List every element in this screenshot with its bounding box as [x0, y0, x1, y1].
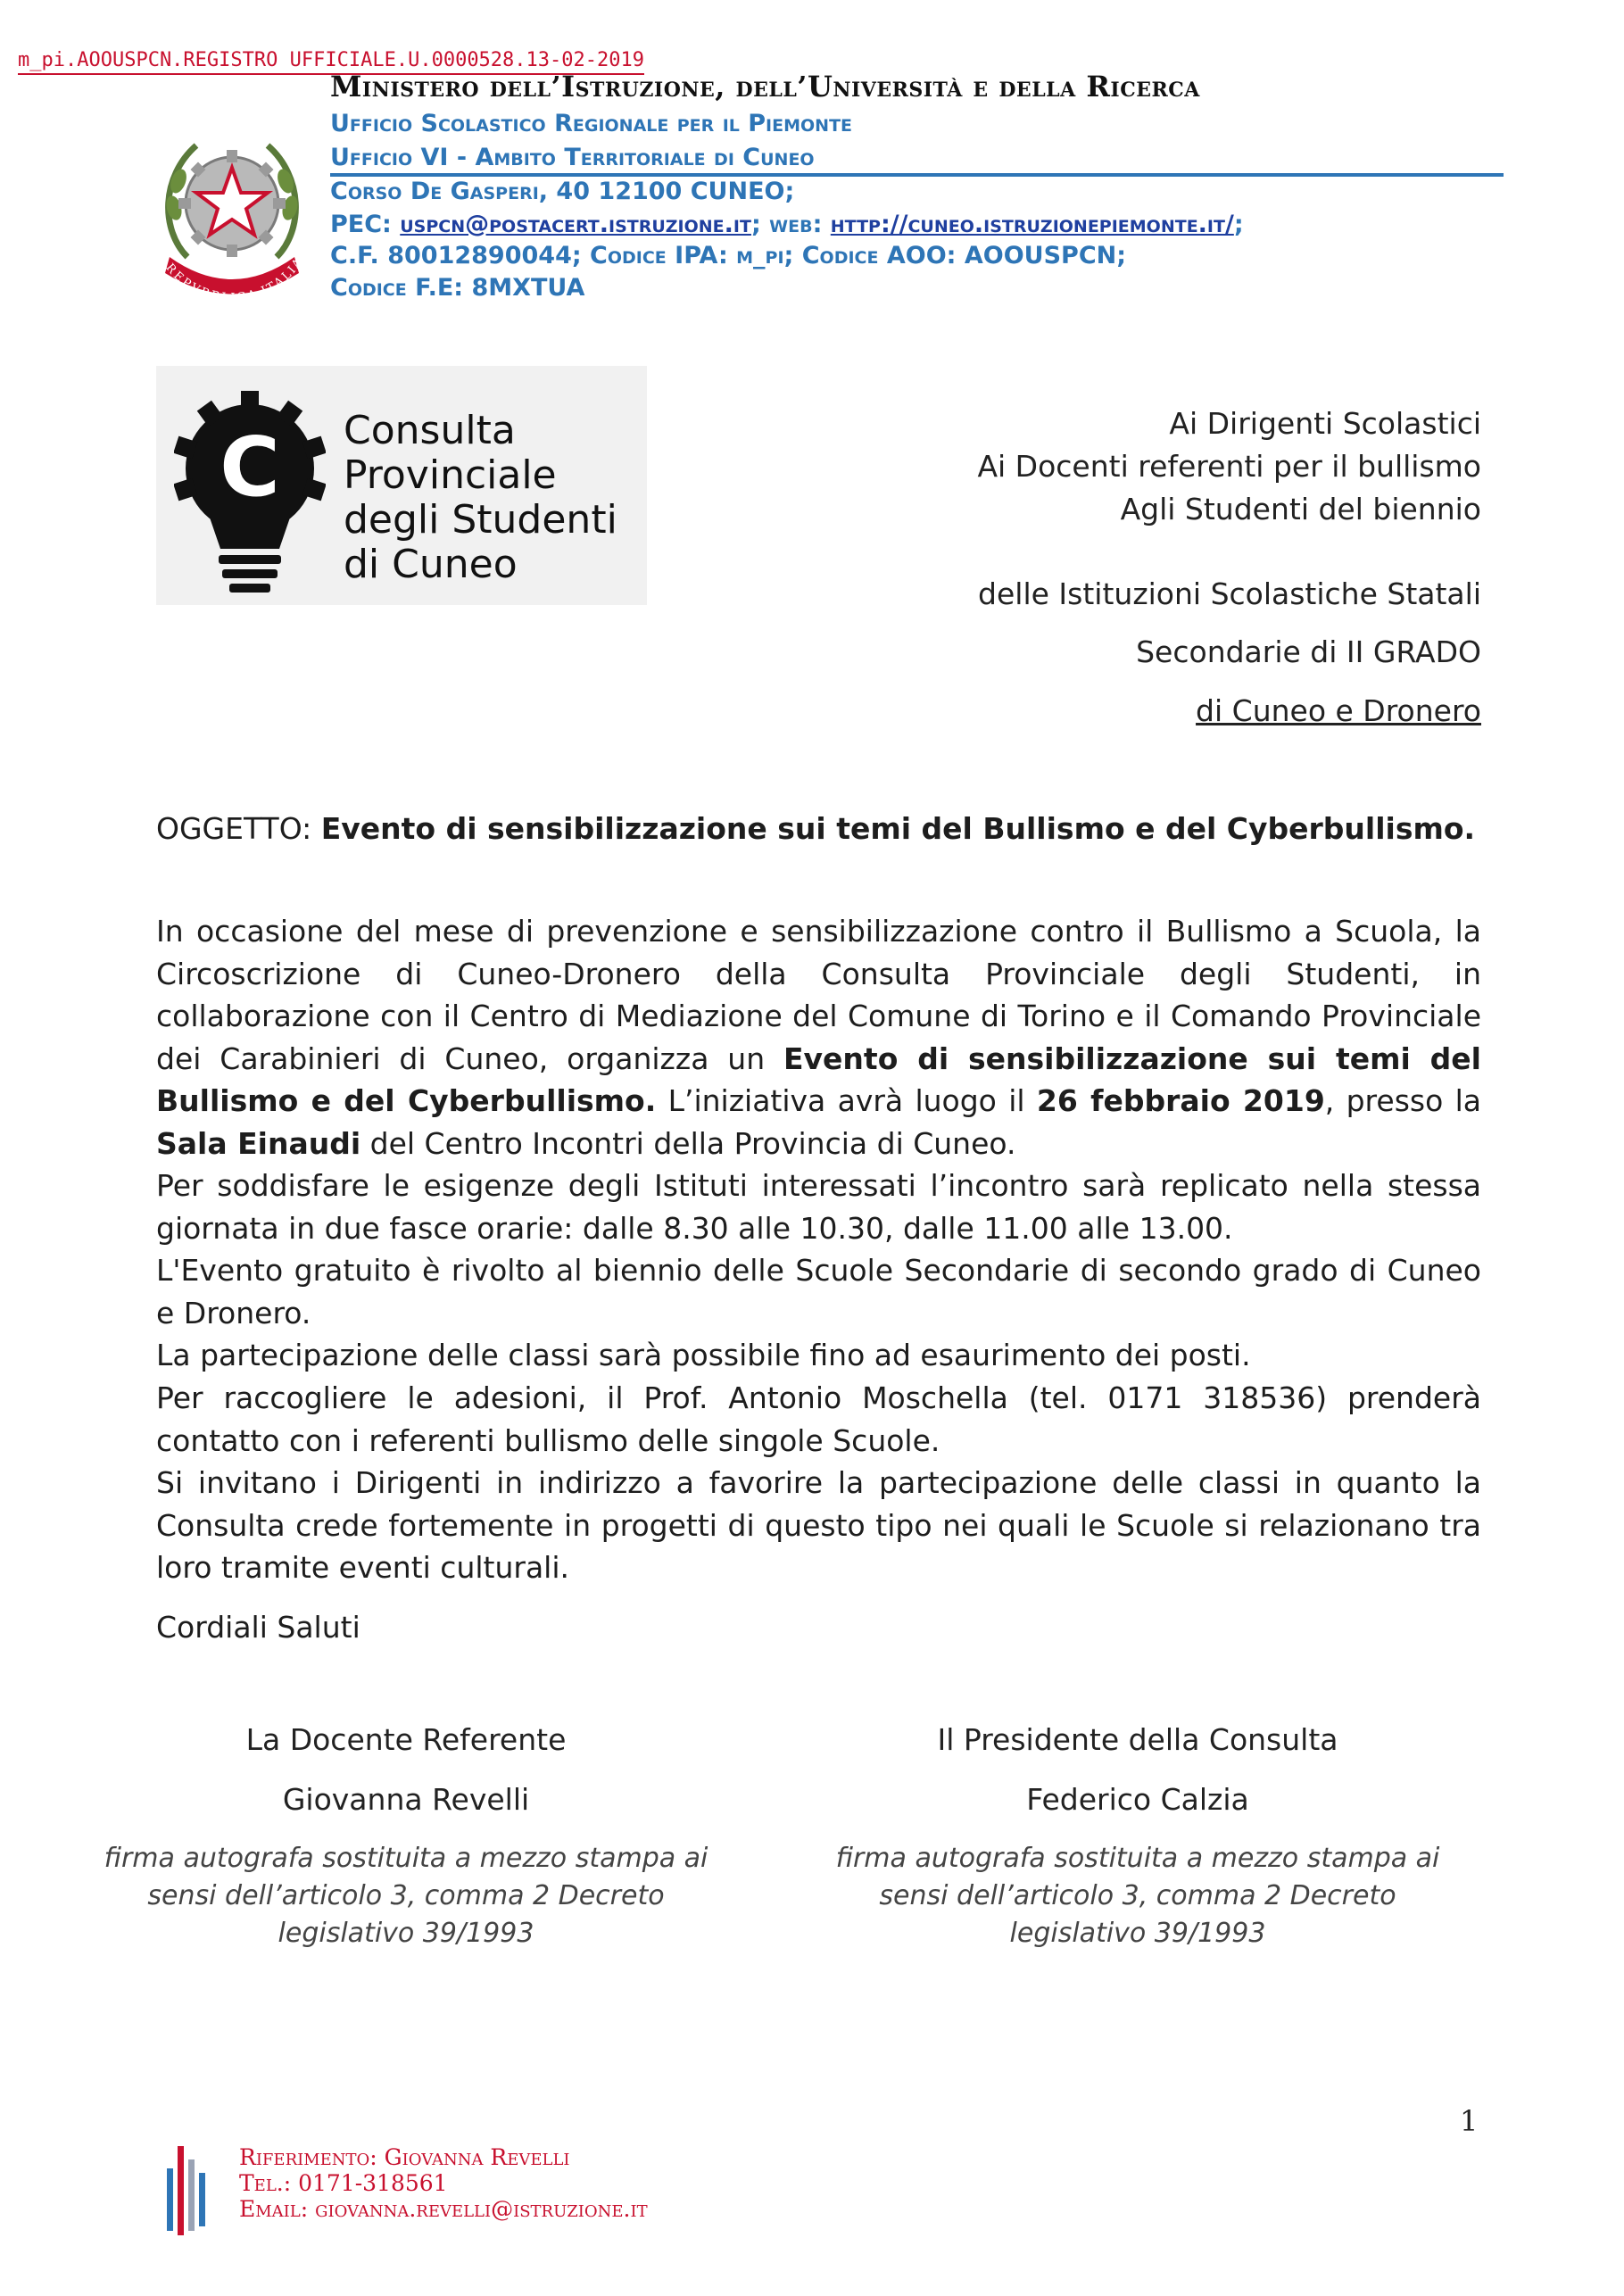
addressee-line: di Cuneo e Dronero	[1196, 693, 1481, 728]
footer-phone: Tel.: 0171-318561	[239, 2170, 448, 2196]
pec-link[interactable]: uspcn@postacert.istruzione.it	[400, 211, 751, 238]
footer-reference: Riferimento: Giovanna Revelli	[239, 2144, 570, 2170]
subject-label: OGGETTO:	[156, 811, 321, 846]
body-paragraph: La partecipazione delle classi sarà possibile fino ad esaurimento dei posti.	[156, 1338, 1251, 1372]
addressee-line: Ai Docenti referenti per il bullismo	[977, 449, 1481, 484]
right-signature-note: firma autografa sostituita a mezzo stampa ai sensi dell’articolo 3, comma 2 Decreto legislativo 39/1993	[835, 1843, 1440, 1949]
consulta-logo	[156, 366, 647, 605]
body-text: L’iniziativa avrà luogo il	[656, 1083, 1037, 1118]
office-address: Corso De Gasperi, 40 12100 CUNEO;	[330, 178, 795, 205]
left-signatory-role: La Docente Referente	[245, 1722, 567, 1757]
body-paragraph: Si invitano i Dirigenti in indirizzo a favorire la partecipazione delle classi in quanto la Consulta crede fortemente in progetti di questo tipo nei quali le Scuole si relazionano tra loro tramite eventi culturali.	[156, 1465, 1481, 1585]
body-bold: Evento di sensibilizzazione sui temi del Bullismo e del Cyberbullismo.	[156, 1040, 1481, 1118]
logo-letter: C	[220, 419, 280, 515]
right-signatory-role: Il Presidente della Consulta	[937, 1722, 1338, 1757]
body-text: In occasione del mese di prevenzione e sensibilizzazione contro il Bullismo a Scuola, la Circoscrizione di Cuneo-Dronero della Consulta Provinciale degli Studenti, in collaborazione con il Centro di Mediazione del Comune di Torino e il Comando Provinciale dei Carabinieri di Cuneo, organizza un	[156, 914, 1481, 1076]
body-paragraph	[156, 910, 1481, 1165]
body-paragraph: Per raccogliere le adesioni, il Prof. Antonio Moschella (tel. 0171 318536) prenderà contatto con i referenti bullismo delle singole Scuole.	[156, 1380, 1481, 1458]
emblem-icon	[152, 123, 312, 302]
ministry-title: Ministero dell’Istruzione, dell’Università e della Ricerca	[330, 70, 1200, 104]
emblem-ribbon-text: REPVBBLICA ITALIA	[162, 256, 305, 302]
contact-line	[330, 210, 1244, 240]
subject-text: Evento di sensibilizzazione sui temi del Bullismo e del Cyberbullismo.	[320, 811, 1476, 846]
addressee-line: Secondarie di II GRADO	[1136, 634, 1481, 669]
logo-line: Consulta	[344, 408, 516, 453]
logo-text	[344, 409, 617, 587]
office-fe-code: Codice F.E: 8MXTUA	[330, 274, 585, 302]
logo-line: Provinciale	[344, 452, 557, 498]
event-venue: Sala Einaudi	[156, 1125, 361, 1161]
web-link[interactable]: http://cuneo.istruzionepiemonte.it/	[830, 211, 1234, 238]
office-codes: C.F. 80012890044; Codice IPA: m_pi; Codice AOO: AOOUSPCN;	[330, 242, 1127, 269]
body-text: del Centro Incontri della Provincia di Cuneo.	[360, 1125, 1016, 1161]
footer-bars-icon	[165, 2142, 210, 2240]
pec-label: PEC:	[330, 211, 401, 238]
web-end: ;	[1233, 211, 1244, 238]
addressee-line: Ai Dirigenti Scolastici	[1169, 406, 1481, 441]
closing-greeting: Cordiali Saluti	[156, 1610, 360, 1645]
logo-line: di Cuneo	[344, 542, 518, 587]
lightbulb-icon	[174, 384, 326, 598]
logo-line: degli Studenti	[344, 497, 617, 543]
republic-emblem	[152, 123, 312, 302]
body-text: , presso la	[1324, 1083, 1481, 1118]
subject-line	[156, 808, 1481, 850]
body-paragraph: Per soddisfare le esigenze degli Istituti interessati l’incontro sarà replicato nella stessa giornata in due fasce orarie: dalle 8.30 alle 10.30, dalle 11.00 alle 13.00.	[156, 1168, 1481, 1246]
left-signature-note: firma autografa sostituita a mezzo stampa ai sensi dell’articolo 3, comma 2 Decreto legislativo 39/1993	[104, 1843, 708, 1949]
protocol-stamp: m_pi.AOOUSPCN.REGISTRO UFFICIALE.U.0000528.13-02-2019	[18, 48, 644, 75]
office-territorial: Ufficio VI - Ambito Territoriale di Cuneo	[330, 144, 815, 171]
page-number: 1	[1460, 2104, 1479, 2138]
web-label: ; web:	[750, 211, 831, 238]
footer-email[interactable]: Email: giovanna.revelli@istruzione.it	[239, 2196, 648, 2222]
body-paragraph: L'Evento gratuito è rivolto al biennio delle Scuole Secondarie di secondo grado di Cuneo e Dronero.	[156, 1253, 1481, 1330]
event-date: 26 febbraio 2019	[1036, 1083, 1325, 1118]
left-signatory-name: Giovanna Revelli	[282, 1782, 530, 1817]
right-signatory-name: Federico Calzia	[1026, 1782, 1249, 1817]
addressee-line: delle Istituzioni Scolastiche Statali	[978, 576, 1481, 611]
office-regional: Ufficio Scolastico Regionale per il Piemonte	[330, 110, 853, 137]
addressee-line: Agli Studenti del biennio	[1120, 492, 1481, 526]
